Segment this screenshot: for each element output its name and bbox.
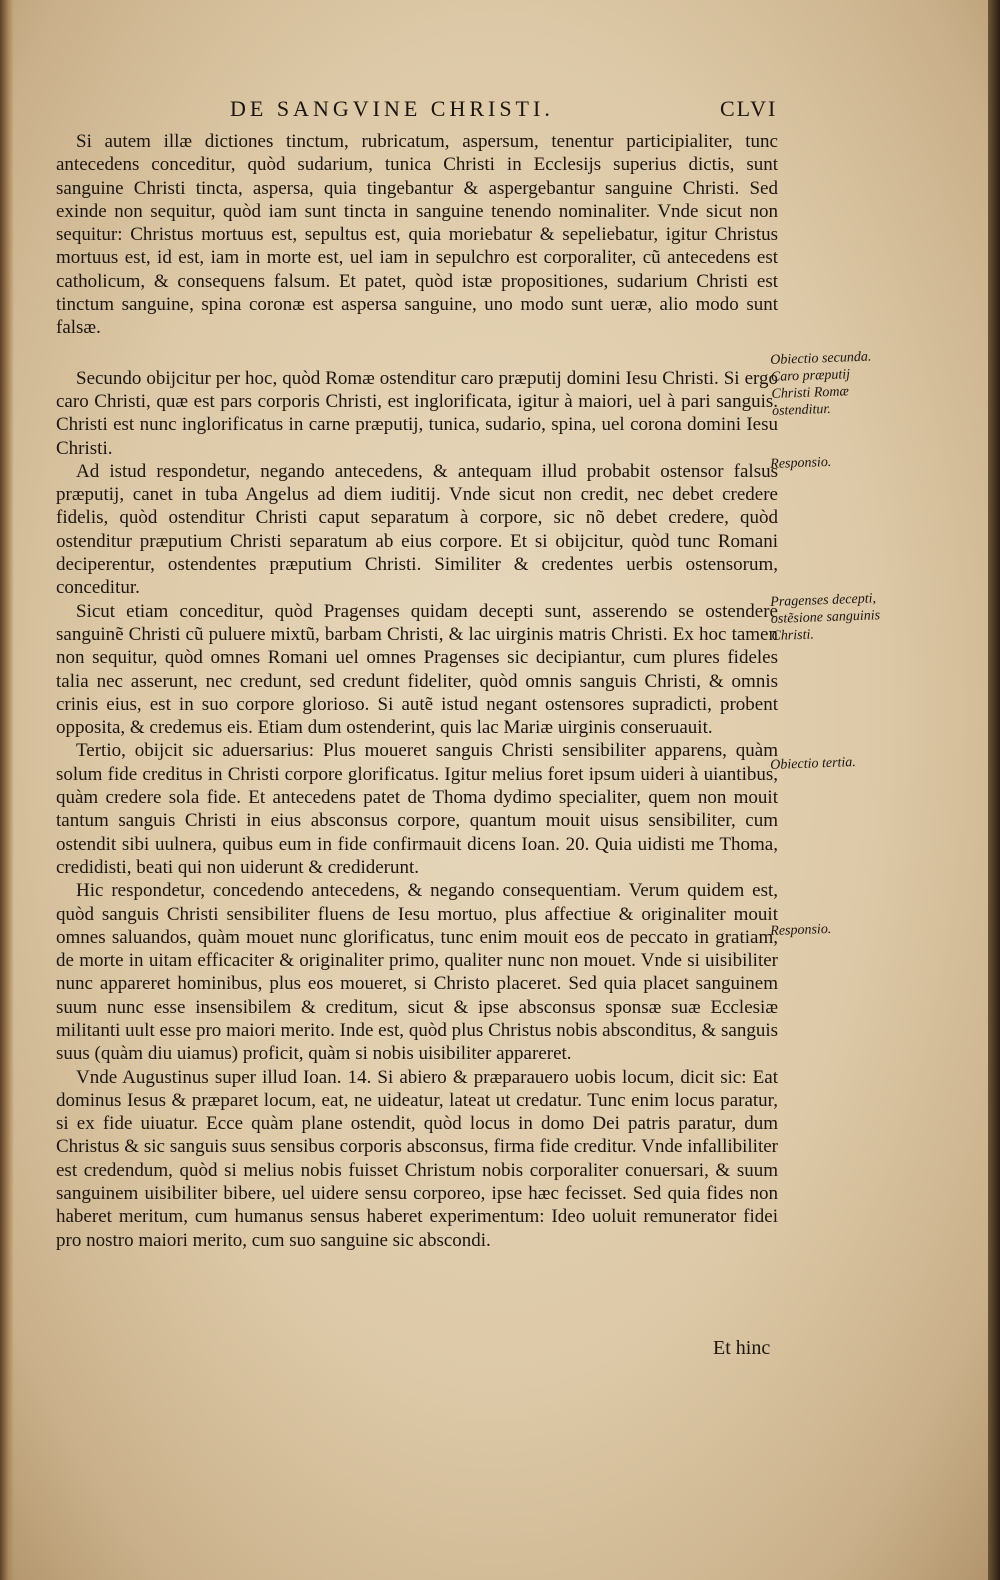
paragraph-7: Vnde Augustinus super illud Ioan. 14. Si abiero & præparauero uobis locum, dicit sic: Eat dominus Iesus & præparet locum, eat, ne uideatur, lateat ut credatur. Tunc enim locus paratur, si ex fide uiuatur. Ecce quàm plane ostendit, quòd locus in domo Dei patris paratur, dum Christus & sic sanguis suus sensibus corporis absconsus, firma fide creditur. Vnde infallibiliter est credendum, quòd si melius nobis fuisset Christum nobis corporaliter conuersari, & suum sanguinem uisibiliter bibere, uel uidere sensu corporeo, ipse hæc fecisset. Sed quia fides non haberet meritum, cum humanus sensus haberet experimentum: Ideo uoluit remunerator fidei pro nostro maiori merito, cum suo sanguine sic abscondi. — [56, 1066, 778, 1251]
marginal-note-pragenses: Pragenses decepti, ostẽsione sanguinis Christi. — [770, 591, 881, 644]
running-header — [230, 96, 810, 126]
paragraph-3: Ad istud respondetur, negando antecedens, & antequam illud probabit ostensor falsus præputij, canet in tuba Angelus ad diem iuditij. Vnde sicut non credit, nec debet credere fidelis, quòd ostenditur Christi caput separatum à corpore, sic nõ debet credere, quòd ostenditur præputium Christi separatum ab eius corpore. Et si obijcitur, quòd tunc Romani deciperentur, ostendentes præputium Christi. Similiter & credentes uerbis ostensorum, conceditur. — [56, 460, 778, 599]
catchword: Et hinc — [713, 1337, 771, 1359]
paragraph-6: Hic respondetur, concedendo antecedens, & negando consequentiam. Verum quidem est, quòd sanguis Christi sensibiliter fluens de Iesu mortuo, plus affectiue & originaliter mouit omnes saluandos, quàm mouet nunc glorificatus, tunc enim mouit eos de peccato in gratiam, de morte in uitam efficaciter & originaliter primo, qualiter nunc non mouet. Vnde si uisibiliter nunc appareret hominibus, plus eos moueret, si Christo placeret. Sed quia placet sanguinem suum nunc esse insensibilem & creditum, sicut & ipse absconsus sponsæ suæ Ecclesiæ militanti uult esse pro maiori merito. Inde est, quòd plus Christus nobis absconditus, & sanguis suus (quàm diu uiamus) proficit, quàm si nobis uisibiliter appareret. — [56, 880, 778, 1065]
marginal-note-responsio-2: Responsio. — [770, 921, 832, 939]
paragraph-2: Secundo obijcitur per hoc, quòd Romæ ostenditur caro præputij domini Iesu Christi. Si ergo caro Christi, quæ est pars corporis Christi, est inglorificata, igitur à maiori, uel à pari sanguis. Christi est nunc inglorificatus in carne præputij, tunica, sudario, spina, uel corona domini Iesu Christi. — [56, 367, 778, 459]
paragraph-1: Si autem illæ dictiones tinctum, rubricatum, aspersum, tenentur participialiter, tunc antecedens conceditur, quòd sudarium, tunica Christi in Ecclesijs superius dictis, sunt sanguine Christi tincta, aspersa, quia tingebantur & aspergebantur sanguine Christi. Sed exinde non sequitur, quòd iam sunt tincta in sanguine tenendo nominaliter. Vnde sicut non sequitur: Christus mortuus est, sepultus est, quia moriebatur & sepeliebatur, igitur Christus mortuus est, id est, iam in morte est, uel iam in sepulchro est corporaliter, cũ antecedens est catholicum, & consequens falsum. Et patet, quòd istæ propositiones, sudarium Christi est tinctum sanguine, spina coronæ est aspersa sanguine, uno modo sunt ueræ, alio modo sunt falsæ. — [56, 131, 778, 339]
marginal-note-obiectio-tertia: Obiectio tertia. — [770, 755, 857, 773]
paragraph-4: Sicut etiam conceditur, quòd Pragenses quidam decepti sunt, asserendo se ostendere sanguinẽ Christi cũ puluere mixtũ, barbam Christi, & lac uirginis matris Christi. Ex hoc tamen non sequitur, quòd omnes Romani uel omnes Pragenses sic decipiantur, cum plures fideles talia nec asserunt, nec credunt, sed credunt fideliter, quòd omnis sanguis Christi, & omnis crinis eius, est in suo corpore glorioso. Si autẽ istud negant ostensores supradicti, probent opposita, & credemus eis. Etiam dum ostenderint, quis lac Mariæ uirginis conseruauit. — [56, 600, 778, 739]
page-gutter-shadow — [0, 0, 14, 1580]
main-text — [56, 130, 778, 1252]
paragraph-5: Tertio, obijcit sic aduersarius: Plus moueret sanguis Christi sensibiliter apparens, quàm solum fide creditus in Christi corpore glorificatus. Igitur melius foret ipsum uideri à uiantibus, quàm credere sola fide. Et antecedens patet de Thoma dydimo specialiter, quem non mouit tantum sanguis Christi in eius absconsus corpore, quantum mouit uisus sensibiliter, cum ostendit sibi uulnera, quibus eum in fide confirmauit dicens Ioan. 20. Quia uidisti me Thoma, credidisti, beati qui non uiderunt & crediderunt. — [56, 740, 778, 878]
page-edge — [988, 0, 1000, 1580]
marginal-note-obiectio-secunda: Obiectio secunda. Caro præputij Christi Romæ ostenditur. — [770, 349, 872, 419]
running-title: DE SANGVINE CHRISTI. — [230, 96, 554, 121]
folio-number: CLVI — [720, 96, 778, 121]
marginal-note-responsio-1: Responsio. — [770, 454, 832, 472]
